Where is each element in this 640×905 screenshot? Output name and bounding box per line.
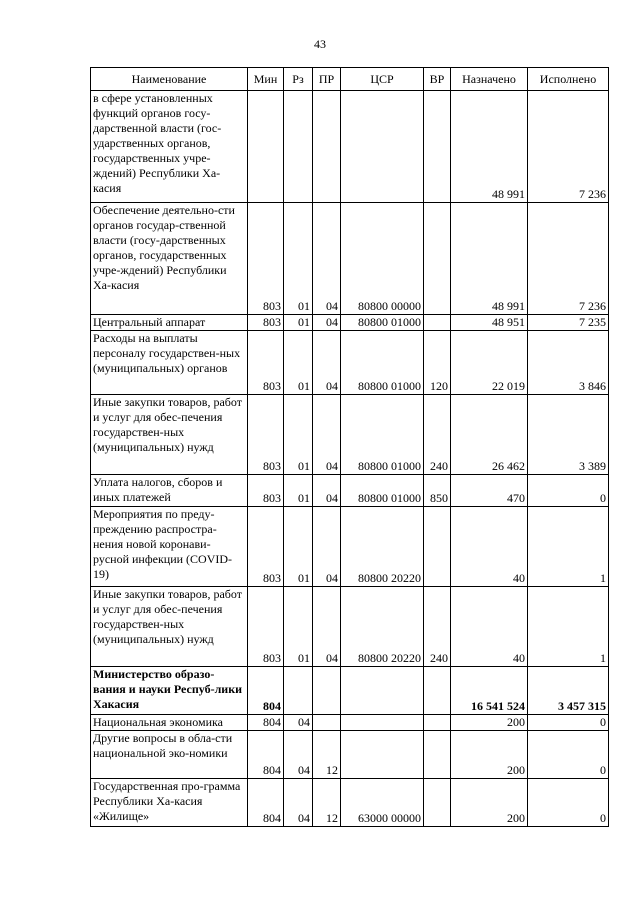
cell-vr: 120: [424, 331, 451, 395]
page-number: 43: [314, 37, 326, 51]
cell-rz: 01: [284, 203, 313, 315]
cell-vr: [424, 731, 451, 779]
header-name: Наименование: [91, 68, 248, 91]
header-min: Мин: [248, 68, 284, 91]
cell-min: 803: [248, 315, 284, 331]
cell-pr: 04: [313, 475, 341, 507]
cell-min: [248, 91, 284, 203]
cell-csr: [341, 91, 424, 203]
table-row: [91, 91, 609, 203]
cell-rz: 01: [284, 507, 313, 587]
cell-executed: 0: [528, 475, 609, 507]
cell-vr: [424, 667, 451, 715]
cell-csr: 80800 20220: [341, 507, 424, 587]
cell-executed: 3 846: [528, 331, 609, 395]
cell-pr: [313, 715, 341, 731]
cell-executed: 3 457 315: [528, 667, 609, 715]
table-row: [91, 203, 609, 315]
table-body: [91, 91, 609, 827]
cell-csr: 80800 01000: [341, 331, 424, 395]
header-pr: ПР: [313, 68, 341, 91]
cell-executed: 0: [528, 731, 609, 779]
cell-name: Иные закупки товаров, работ и услуг для обес-печения государствен-ных (муниципальных) нужд: [91, 395, 248, 475]
cell-assigned: 16 541 524: [451, 667, 528, 715]
cell-rz: 04: [284, 715, 313, 731]
cell-assigned: 200: [451, 731, 528, 779]
cell-pr: 12: [313, 779, 341, 827]
cell-name: Государственная про-грамма Республики Ха-касия «Жилище»: [91, 779, 248, 827]
header-rz: Рз: [284, 68, 313, 91]
cell-csr: [341, 667, 424, 715]
cell-min: 803: [248, 475, 284, 507]
cell-vr: [424, 315, 451, 331]
cell-pr: 04: [313, 587, 341, 667]
cell-assigned: 40: [451, 507, 528, 587]
cell-csr: 80800 01000: [341, 395, 424, 475]
cell-min: 804: [248, 715, 284, 731]
cell-rz: [284, 667, 313, 715]
cell-executed: 1: [528, 587, 609, 667]
cell-pr: 04: [313, 203, 341, 315]
table-row: [91, 715, 609, 731]
cell-executed: 7 236: [528, 203, 609, 315]
cell-assigned: 26 462: [451, 395, 528, 475]
cell-executed: 1: [528, 507, 609, 587]
cell-name: Уплата налогов, сборов и иных платежей: [91, 475, 248, 507]
cell-vr: 850: [424, 475, 451, 507]
budget-table: [90, 67, 609, 827]
cell-assigned: 200: [451, 715, 528, 731]
table-header-row: [91, 68, 609, 91]
cell-vr: 240: [424, 395, 451, 475]
cell-assigned: 48 991: [451, 91, 528, 203]
cell-rz: 04: [284, 779, 313, 827]
cell-name: Мероприятия по преду-преждению распростра-нения новой коронави-русной инфекции (COVID-19): [91, 507, 248, 587]
cell-name: Национальная экономика: [91, 715, 248, 731]
cell-csr: 80800 20220: [341, 587, 424, 667]
cell-vr: [424, 779, 451, 827]
cell-rz: 01: [284, 587, 313, 667]
cell-min: 803: [248, 587, 284, 667]
header-vr: ВР: [424, 68, 451, 91]
cell-vr: [424, 91, 451, 203]
cell-name: Центральный аппарат: [91, 315, 248, 331]
cell-executed: 7 235: [528, 315, 609, 331]
table-row: [91, 779, 609, 827]
cell-vr: [424, 507, 451, 587]
header-csr: ЦСР: [341, 68, 424, 91]
cell-vr: 240: [424, 587, 451, 667]
cell-csr: [341, 731, 424, 779]
table-row: [91, 587, 609, 667]
table-row: [91, 507, 609, 587]
cell-assigned: 48 951: [451, 315, 528, 331]
header-executed: Исполнено: [528, 68, 609, 91]
cell-rz: 04: [284, 731, 313, 779]
cell-min: 803: [248, 507, 284, 587]
cell-min: 803: [248, 331, 284, 395]
cell-vr: [424, 715, 451, 731]
cell-csr: 80800 00000: [341, 203, 424, 315]
cell-name: Иные закупки товаров, работ и услуг для обес-печения государствен-ных (муниципальных) нужд: [91, 587, 248, 667]
cell-pr: [313, 91, 341, 203]
cell-name: Министерство образо-вания и науки Респуб-лики Хакасия: [91, 667, 248, 715]
cell-executed: 0: [528, 779, 609, 827]
cell-rz: 01: [284, 315, 313, 331]
cell-csr: 63000 00000: [341, 779, 424, 827]
cell-rz: 01: [284, 475, 313, 507]
table-row: [91, 395, 609, 475]
cell-min: 803: [248, 203, 284, 315]
cell-rz: 01: [284, 331, 313, 395]
cell-rz: [284, 91, 313, 203]
cell-executed: 0: [528, 715, 609, 731]
table-row: [91, 331, 609, 395]
cell-assigned: 40: [451, 587, 528, 667]
table-row: [91, 731, 609, 779]
cell-assigned: 200: [451, 779, 528, 827]
cell-name: Другие вопросы в обла-сти национальной эко-номики: [91, 731, 248, 779]
cell-rz: 01: [284, 395, 313, 475]
header-assigned: Назначено: [451, 68, 528, 91]
cell-pr: 04: [313, 331, 341, 395]
cell-pr: 12: [313, 731, 341, 779]
cell-assigned: 48 991: [451, 203, 528, 315]
cell-min: 804: [248, 779, 284, 827]
cell-name: Обеспечение деятельно-сти органов государ-ственной власти (госу-дарственных органов, государственных учре-ждений) Республики Ха-касия: [91, 203, 248, 315]
cell-assigned: 470: [451, 475, 528, 507]
cell-min: 803: [248, 395, 284, 475]
cell-name: Расходы на выплаты персоналу государствен-ных (муниципальных) органов: [91, 331, 248, 395]
table-row: [91, 475, 609, 507]
cell-csr: 80800 01000: [341, 315, 424, 331]
cell-min: 804: [248, 731, 284, 779]
cell-vr: [424, 203, 451, 315]
cell-assigned: 22 019: [451, 331, 528, 395]
cell-name: в сфере установленных функций органов госу-дарственной власти (гос-ударственных органов, государственных учре-ждений) Республики Ха-касия: [91, 91, 248, 203]
cell-min: 804: [248, 667, 284, 715]
cell-csr: [341, 715, 424, 731]
cell-pr: 04: [313, 507, 341, 587]
cell-executed: 3 389: [528, 395, 609, 475]
cell-pr: [313, 667, 341, 715]
cell-csr: 80800 01000: [341, 475, 424, 507]
table-row: [91, 667, 609, 715]
cell-pr: 04: [313, 395, 341, 475]
cell-executed: 7 236: [528, 91, 609, 203]
cell-pr: 04: [313, 315, 341, 331]
table-row: [91, 315, 609, 331]
